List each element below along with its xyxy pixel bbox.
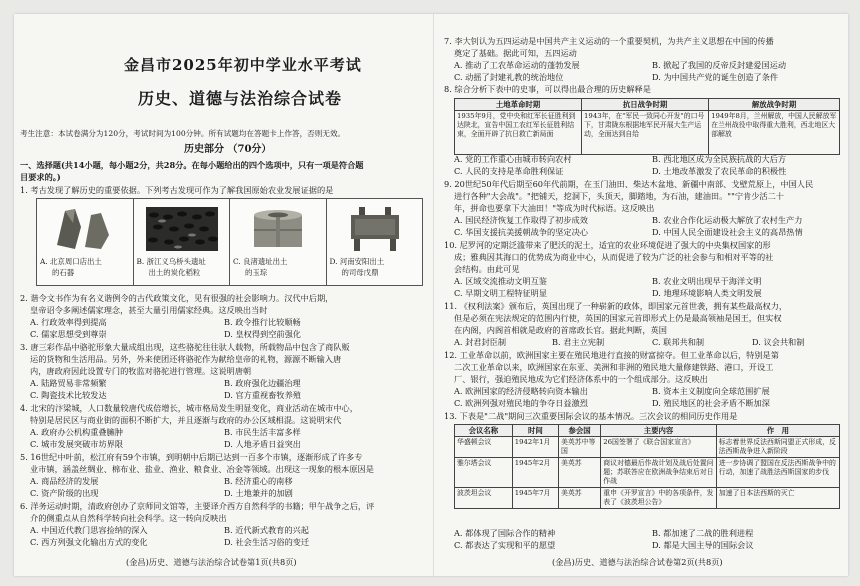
q8-header-3: 解放战争时期 xyxy=(709,99,840,111)
q8-stem: 8. 综合分析下表中的史事，可以得出最合理的历史解释是 xyxy=(444,84,651,94)
q2-option-a: A. 行政效率得到提高 xyxy=(30,317,107,327)
q9-option-d: D. 中国人民全面建设社会主义的高昂热情 xyxy=(652,227,803,237)
q1-option-d-caption-2: 的司母戊鼎 xyxy=(341,268,379,277)
q8-cell-3: 1949年8月，兰州解放，中国人民解放军在兰州战役中取得重大胜利，西北地区大部解放 xyxy=(709,111,840,155)
q12-option-c: C. 欧洲列强对殖民地的争夺日益激烈 xyxy=(454,398,588,408)
q3-option-c: C. 陶瓷技术比较发达 xyxy=(30,390,107,400)
q6-option-b: B. 近代新式教育的兴起 xyxy=(224,525,309,535)
q6-option-d: D. 社会生活习俗的变迁 xyxy=(224,537,310,547)
q10-option-d: D. 地理环境影响人类文明发展 xyxy=(652,288,762,298)
q13-option-d: D. 都是大国主导的国际会议 xyxy=(652,540,754,550)
q13-option-c: C. 都表达了实现和平的愿望 xyxy=(454,540,556,550)
q1-option-d xyxy=(326,198,424,286)
q13-cell: 进一步协调了盟国在反法西斯战争中的行动，加速了战胜法西斯国家的步伐 xyxy=(716,458,839,488)
q13-header-1: 会议名称 xyxy=(455,425,513,437)
q13-header-5: 作 用 xyxy=(716,425,839,437)
q4-option-d: D. 人地矛盾日益突出 xyxy=(224,439,301,449)
instructions-line-2: 目要求的。) xyxy=(20,172,61,182)
q2-stem-1: 2. 谐令文书作为有名义谐例令的古代政策文化，见有很强的社会影响力。汉代中后期， xyxy=(20,293,334,303)
q5-option-a: A. 商品经济的发展 xyxy=(30,476,99,486)
q7-option-c: C. 动摇了封建礼教的统治地位 xyxy=(454,72,564,82)
q7-option-b: B. 掀起了我国的反帝反封建爱国运动 xyxy=(652,60,787,70)
q6-option-a: A. 中国近代教门思容捡纳的深入 xyxy=(30,525,148,535)
jade-cong-icon xyxy=(238,205,318,253)
q5-option-d: D. 土地兼并的加剧 xyxy=(224,488,293,498)
q2-stem-2: 皇帝诏令多阐述儒家理念，甚至大量引用儒家经典。这反映出当时 xyxy=(30,305,268,315)
q11-stem-1: 11. 《权利法案》颁布后，英国出现了一种崭新的政体，即国家元首世袭，拥有某些最高权力， xyxy=(444,301,788,311)
q4-option-b: B. 市民生活丰富多样 xyxy=(224,427,301,437)
q2-option-b: B. 政令推行比较顺畅 xyxy=(224,317,301,327)
q13-header-3: 参会国 xyxy=(558,425,600,437)
q7-stem-2: 奠定了基础。据此可知，五四运动 xyxy=(454,48,577,58)
q7-option-d: D. 为中国共产党的诞生创造了条件 xyxy=(652,72,779,82)
q11-option-d: D. 议会共和制 xyxy=(752,337,805,347)
q11-option-c: C. 联邦共和制 xyxy=(652,337,705,347)
q8-table xyxy=(454,98,840,155)
q12-option-a: A. 欧洲国家的经济侵略转向资本输出 xyxy=(454,386,588,396)
q4-option-c: C. 城市发展突破市坊界限 xyxy=(30,439,124,449)
q10-stem-1: 10. 尼罗河的定期泛滥带来了肥沃的泥土，适宜的农业环境促进了强大的中央集权国家的形 xyxy=(444,240,771,250)
q6-option-c: C. 西方列强文化输出方式的变化 xyxy=(30,537,148,547)
q1-option-c-caption: C. 良渚遗址出土 xyxy=(233,257,288,266)
q1-image-options xyxy=(36,198,422,286)
q8-option-b: B. 西北地区成为全民族抗战的大后方 xyxy=(652,154,787,164)
q1-option-c-caption-2: 的玉琮 xyxy=(245,268,268,277)
bronze-ding-icon xyxy=(335,205,415,253)
q7-option-a: A. 推动了工农革命运动的蓬勃发展 xyxy=(454,60,580,70)
instructions-line-1: 一、选择题(共14小题，每小题2分，共28分。在每小题给出的四个选项中，只有一项是符合题 xyxy=(20,160,364,170)
q13-cell: 26国签署了《联合国家宣言》 xyxy=(601,437,717,458)
q1-option-b xyxy=(133,198,231,286)
q12-stem-1: 12. 工业革命以前，欧洲国家主要在殖民地进行直接的财富掠夺。但工业革命以后，特别是第 xyxy=(444,350,779,360)
q2-option-c: C. 儒家思想受到尊崇 xyxy=(30,329,107,339)
q11-option-a: A. 封君封臣制 xyxy=(454,337,507,347)
q7-stem-1: 7. 李大钊认为五四运动是中国共产主义运动的一个重要契机，为共产主义思想在中国的传播 xyxy=(444,36,774,46)
q10-option-c: C. 早期文明工程特征明显 xyxy=(454,288,548,298)
q11-stem-3: 在内阁，内阁首相就是政府的首席政长官。据此判断，英国 xyxy=(454,325,667,335)
q13-option-b: B. 都加速了二战的胜利进程 xyxy=(652,528,754,538)
q13-cell: 商议对德最后作战计划及战后处置问题；苏联答应在欧洲战争结束后对日作战 xyxy=(601,458,717,488)
q5-option-b: B. 经济重心的南移 xyxy=(224,476,293,486)
q12-option-b: B. 资本主义制度向全球范围扩展 xyxy=(652,386,770,396)
q4-option-a: A. 政府办公机构重叠臃肿 xyxy=(30,427,123,437)
q1-option-b-caption: B. 浙江义乌桥头遗址 xyxy=(136,257,206,266)
q9-option-a: A. 国民经济恢复工作取得了初步成效 xyxy=(454,215,588,225)
q3-option-a: A. 陆路贸易非常频繁 xyxy=(30,378,107,388)
q13-cell: 美英苏 xyxy=(558,458,600,488)
exam-notice: 考生注意：本试卷满分为120分，考试时间为100分钟。所有试题均在答题卡上作答，否则无效。 xyxy=(20,129,346,138)
question-1: 1. 考古发现了解历史的重要依据。下列考古发现可作为了解我国原始农业发展证据的是 xyxy=(20,185,334,195)
exam-sheet xyxy=(14,14,848,576)
q5-option-c: C. 资产阶级的出现 xyxy=(30,488,99,498)
q8-cell-1: 1935年9月，党中央和红军长征胜利到达陕北，宣告中国工农红军长征胜利结束，全面开辟了抗日救亡新局面 xyxy=(455,111,582,155)
q1-option-a-caption: A. 北京周口店出土 xyxy=(40,257,102,266)
q13-row xyxy=(455,458,840,488)
q1-option-a-caption-2: 的石器 xyxy=(52,268,75,277)
left-page-footer: (金昌)历史、道德与法治综合试卷第1页(共8页) xyxy=(126,557,297,567)
q8-header-1: 土地革命时期 xyxy=(455,99,582,111)
q1-option-a xyxy=(36,198,134,286)
q3-stem-1: 3. 唐三彩作品中骆驼形象大量成组出现，这些骆驼往往驮人载物，所载物品中包含了商队贩 xyxy=(20,342,350,352)
q10-option-a: A. 区域交流推动文明互鉴 xyxy=(454,276,547,286)
q13-cell: 1945年2月 xyxy=(512,458,558,488)
rice-grains-icon xyxy=(142,205,222,253)
q11-option-b: B. 君主立宪制 xyxy=(552,337,605,347)
q1-option-c xyxy=(229,198,327,286)
q13-cell: 1945年7月 xyxy=(512,488,558,509)
q13-row xyxy=(455,488,840,509)
q10-stem-3: 会结构。由此可见 xyxy=(454,264,520,274)
q3-option-d: D. 官方重视畜牧养殖 xyxy=(224,390,301,400)
q12-stem-3: 厂、银行，强迫殖民地成为它们经济体系中的一个组成部分。这反映出 xyxy=(454,374,708,384)
q8-option-d: D. 土地改革激发了农民革命的积极性 xyxy=(652,166,787,176)
q13-cell: 重申《开罗宣言》中的各项条件，发表了《波茨坦公告》 xyxy=(601,488,717,509)
q5-stem-1: 5. 16世纪中叶前，松江府有59个市镇，到明朝中后期已达到一百多个市镇，逐渐形成了许多专 xyxy=(20,452,363,462)
q13-cell: 加速了日本法西斯的灭亡 xyxy=(716,488,839,509)
q12-option-d: D. 殖民地区的社会矛盾不断加深 xyxy=(652,398,770,408)
q13-cell: 雅尔塔会议 xyxy=(455,458,513,488)
q9-stem-3: 年，拼命也要拿下大油田！"等成为时代标语。这反映出 xyxy=(454,203,655,213)
q9-stem-2: 进行各种"大会战"。"把铺天，挖洞下，头顶天，脚踏地，为石油，建油田。""宁肯少活二十 xyxy=(454,191,784,201)
q11-stem-2: 但是必须在宪法规定的范围内行使，英国的国家元首即形式上仍是最高领袖是国王，但实权 xyxy=(454,313,782,323)
q8-cell-2: 1943年，在"军民一致同心开发"的口号下，甘肃陇东根据地军民开展大生产运动，全面达到自给 xyxy=(582,111,709,155)
q3-stem-3: 内，唐政府因此设置专门的牧监对骆驼进行管理。这说明唐朝 xyxy=(30,366,252,376)
stone-tool-icon xyxy=(45,205,125,253)
q8-header-2: 抗日战争时期 xyxy=(582,99,709,111)
q5-stem-2: 业市镇，涵盖丝绸业、棉布业、盐业、渔业、粮食业、冶金等领域。出现这一现象的根本原因是 xyxy=(30,464,374,474)
q3-stem-2: 运的货物和生活用品。另外，外来使团还将骆驼作为献给皇帝的礼物，源源不断输入唐 xyxy=(30,354,342,364)
q1-option-b-caption-2: 出土的炭化稻粒 xyxy=(148,268,201,277)
q13-table xyxy=(454,424,840,509)
q13-cell: 美英苏中等国 xyxy=(558,437,600,458)
q9-option-b: B. 农业合作化运动极大解放了农村生产力 xyxy=(652,215,803,225)
q6-stem-2: 介的侧重点从自然科学转向社会科学。这一转向反映出 xyxy=(30,513,227,523)
q13-header-4: 主要内容 xyxy=(601,425,717,437)
exam-subtitle: 历史、道德与法治综合试卷 xyxy=(138,89,343,108)
section-title: 历史部分 （70分） xyxy=(184,144,272,155)
q4-stem-1: 4. 北宋的汴梁城，人口数量较唐代成倍增长，城市格局发生明显变化，商业活动在城市中心， xyxy=(20,403,358,413)
q1-option-d-caption: D. 河南安阳出土 xyxy=(329,257,385,266)
q13-cell: 美英苏 xyxy=(558,488,600,509)
q10-option-b: B. 农业文明出现早于海洋文明 xyxy=(652,276,762,286)
q10-stem-2: 成；雅典因其海口的优势成为商业中心，从而促进了较为广泛的社会参与和相对平等的社 xyxy=(454,252,774,262)
q9-stem-1: 9. 20世纪50年代后期至60年代前期，在玉门油田、柴达木盆地、新疆中南部、戈壁荒原上，中国人民 xyxy=(444,179,814,189)
q13-cell: 标志着世界反法西斯同盟正式形成，反法西斯战争进入新阶段 xyxy=(716,437,839,458)
q13-stem: 13. 下表是"二战"期间三次重要国际会议的基本情况。三次会议的相同历史作用是 xyxy=(444,411,738,421)
right-page-footer: (金昌)历史、道德与法治综合试卷第2页(共8页) xyxy=(552,557,723,567)
q4-stem-2: 特别是居民区与商业街的面积不断扩大，并且逐渐与政府的办公区域相混。这说明宋代 xyxy=(30,415,342,425)
q13-cell: 华盛顿会议 xyxy=(455,437,513,458)
q13-cell: 波茨坦会议 xyxy=(455,488,513,509)
exam-title: 金昌市2025年初中学业水平考试 xyxy=(124,56,362,74)
q2-option-d: D. 皇权得到空前强化 xyxy=(224,329,301,339)
q13-header-2: 时间 xyxy=(512,425,558,437)
q6-stem-1: 6. 洋务运动时期，清政府创办了京师同文馆等，主要译介西方自然科学的书籍；甲午战争之后，评 xyxy=(20,501,375,511)
page-fold-divider xyxy=(433,14,434,576)
q13-cell: 1942年1月 xyxy=(512,437,558,458)
q12-stem-2: 二次工业革命以来，欧洲国家在东亚、美洲和非洲的殖民地大量修建铁路、港口，开设工 xyxy=(454,362,774,372)
q8-option-a: A. 党的工作重心由城市转向农村 xyxy=(454,154,572,164)
q3-option-b: B. 政府强化边疆治理 xyxy=(224,378,301,388)
q8-option-c: C. 人民的支持是革命胜利保证 xyxy=(454,166,564,176)
q13-option-a: A. 都体现了国际合作的精神 xyxy=(454,528,556,538)
q13-row xyxy=(455,437,840,458)
q9-option-c: C. 华国支援抗美援朝战争的坚定决心 xyxy=(454,227,588,237)
